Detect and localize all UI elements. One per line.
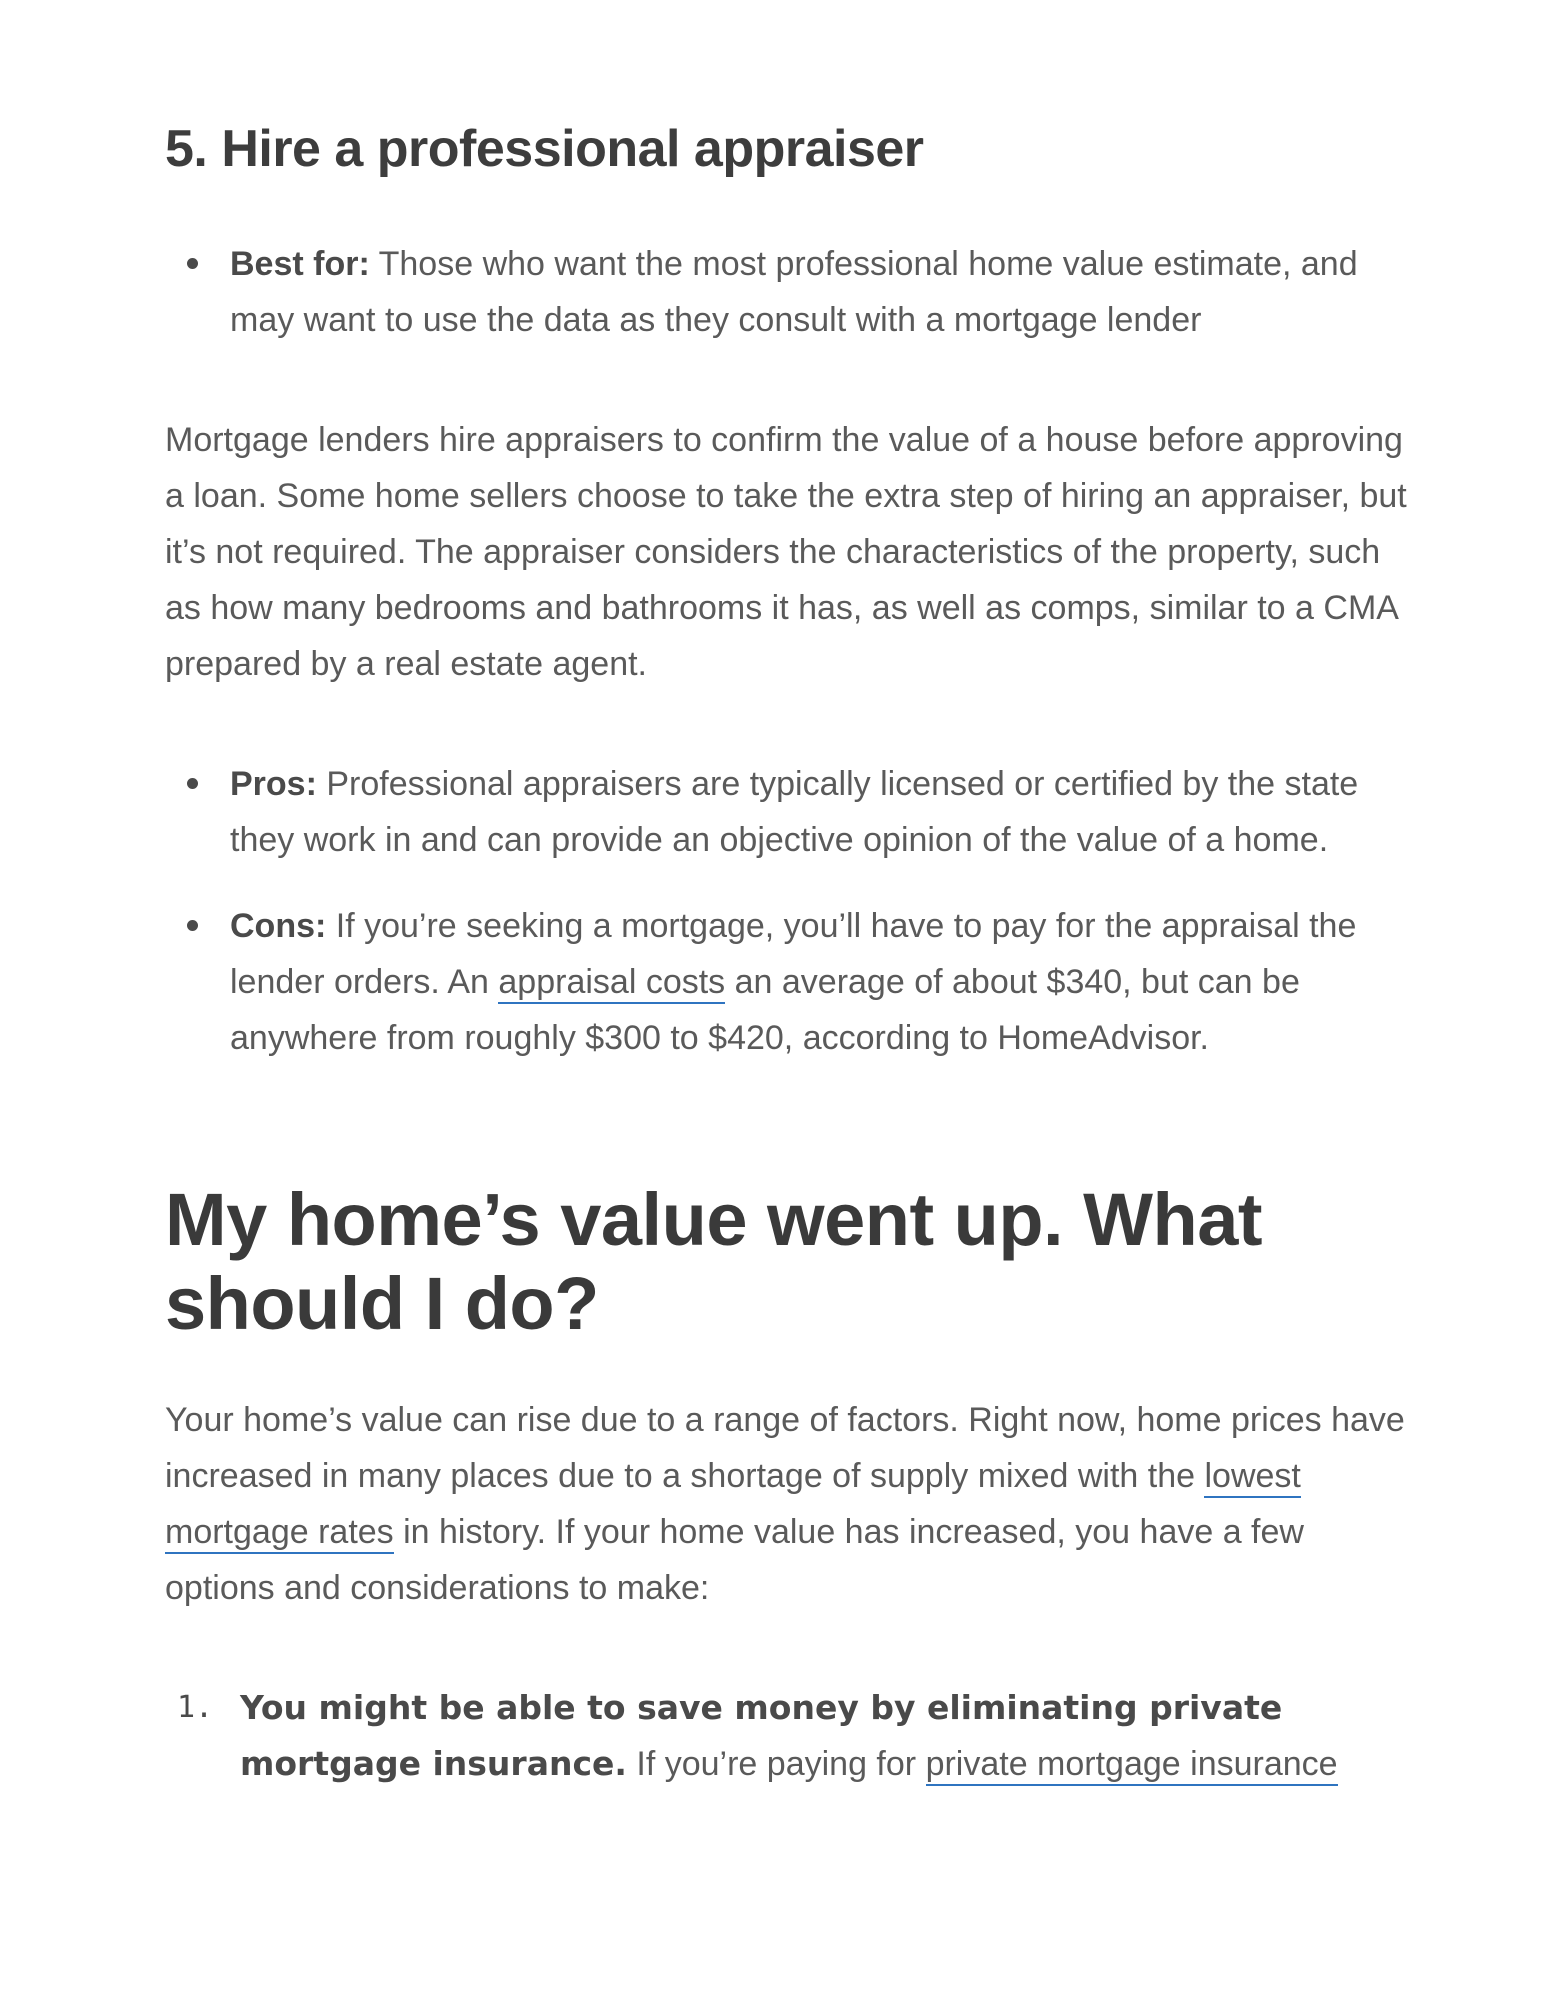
private-mortgage-insurance-link[interactable]: private mortgage insurance bbox=[926, 1745, 1338, 1786]
best-for-list bbox=[165, 236, 1385, 348]
cons-label: Cons: bbox=[230, 907, 327, 945]
step-strong-text: You might be able to save money by eliminating private mortgage insurance. bbox=[240, 1688, 1283, 1783]
list-item bbox=[165, 1680, 1385, 1792]
appraisal-costs-link[interactable]: appraisal costs bbox=[498, 963, 725, 1004]
cons-text-after: an average of about $340, but can be anywhere from roughly $300 to $420, according to HomeAdvisor. bbox=[230, 963, 1300, 1057]
options-list bbox=[165, 1680, 1385, 1792]
lowest-mortgage-rates-link[interactable]: lowest mortgage rates bbox=[165, 1457, 1301, 1554]
pros-cons-list bbox=[165, 756, 1405, 1066]
bullet-icon bbox=[187, 258, 198, 269]
step-number: 1. bbox=[177, 1690, 214, 1725]
section-heading: 5. Hire a professional appraiser bbox=[165, 120, 924, 178]
list-item bbox=[165, 898, 1405, 1066]
bullet-icon bbox=[187, 778, 198, 789]
value-up-text-before: Your home’s value can rise due to a range of factors. Right now, home prices have increased in many places due to a shortage of supply mixed with the bbox=[165, 1401, 1405, 1495]
value-up-text-after: in history. If your home value has increased, you have a few options and considerations to make: bbox=[165, 1513, 1304, 1607]
list-item bbox=[165, 236, 1385, 348]
cons-text-before: If you’re seeking a mortgage, you’ll have to pay for the appraisal the lender orders. An bbox=[230, 907, 1357, 1001]
pros-label: Pros: bbox=[230, 765, 317, 803]
value-up-heading: My home’s value went up. What should I do? bbox=[165, 1178, 1263, 1345]
best-for-text: Those who want the most professional home value estimate, and may want to use the data as they consult with a mortgage lender bbox=[230, 245, 1358, 339]
value-up-paragraph bbox=[165, 1392, 1405, 1616]
step-text-before: If you’re paying for bbox=[626, 1745, 926, 1783]
appraiser-paragraph: Mortgage lenders hire appraisers to confirm the value of a house before approving a loan. Some home sellers choose to take the extra step of hiring an appraiser, but it’s not required. The appraiser considers the characteristics of the property, such as how many bedrooms and bathrooms it has, as well as comps, similar to a CMA prepared by a real estate agent. bbox=[165, 421, 1407, 683]
list-item bbox=[165, 756, 1405, 868]
best-for-label: Best for: bbox=[230, 245, 370, 283]
bullet-icon bbox=[187, 920, 198, 931]
pros-text: Professional appraisers are typically licensed or certified by the state they work in and can provide an objective opinion of the value of a home. bbox=[230, 765, 1359, 859]
